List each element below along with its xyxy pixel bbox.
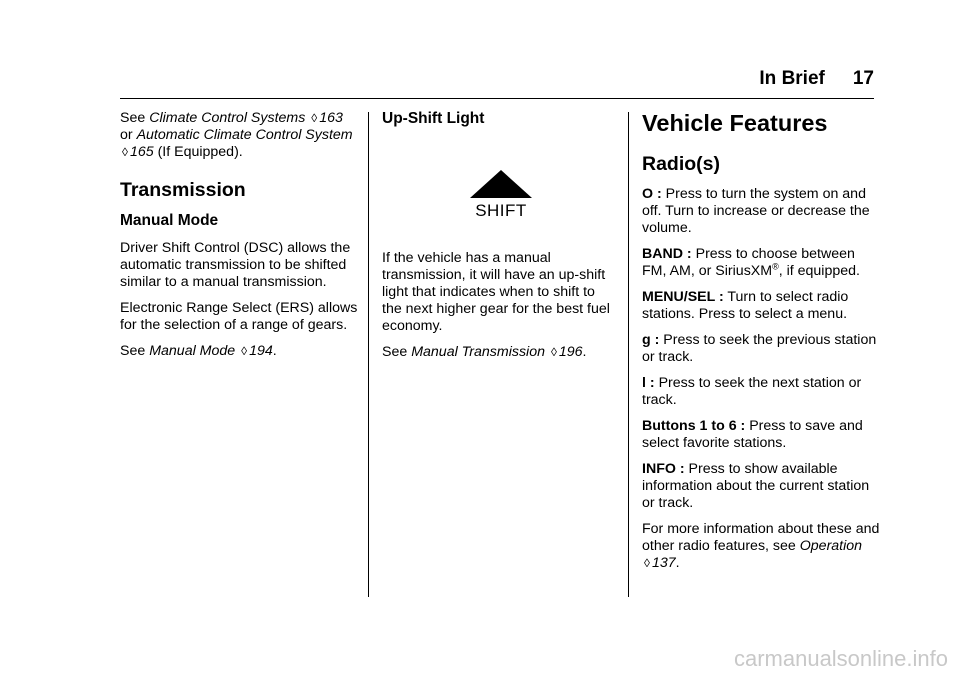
shift-icon-label: SHIFT: [475, 201, 527, 220]
power-knob-icon: O :: [642, 186, 662, 202]
heading-vehicle-features: Vehicle Features: [642, 110, 828, 136]
column-3: [642, 110, 880, 581]
climate-reference: See Climate Control Systems ◊ 163 or Automatic Climate Control System ◊ 165 (If Equipped).: [120, 110, 353, 160]
heading-upshift-light: Up-Shift Light: [382, 110, 485, 127]
column-divider-2: [628, 112, 629, 597]
paragraph-dsc: Driver Shift Control (DSC) allows the automatic transmission to be shifted similar to a manual transmission.: [120, 240, 351, 290]
link-automatic-climate-control[interactable]: Automatic Climate Control System: [136, 127, 353, 143]
watermark: carmanualsonline.info: [733, 646, 948, 671]
radio-more-info: For more information about these and other radio features, see Operation ◊ 137.: [642, 521, 880, 571]
radio-item-band: BAND : Press to choose between FM, AM, or SiriusXM®, if equipped.: [642, 246, 860, 279]
manual-mode-reference: See Manual Mode ◊ 194.: [120, 343, 277, 359]
section-title: In Brief: [759, 68, 825, 89]
page-ref-icon: ◊: [311, 111, 318, 125]
paragraph-ers: Electronic Range Select (ERS) allows for the selection of a range of gears.: [120, 300, 358, 333]
column-1: [120, 110, 358, 369]
link-manual-mode[interactable]: Manual Mode: [149, 343, 236, 359]
radio-item-info: INFO : Press to show available information about the current station or track.: [642, 461, 870, 511]
link-manual-transmission[interactable]: Manual Transmission: [411, 344, 545, 360]
paragraph-upshift: If the vehicle has a manual transmission, it will have an up-shift light that indicates when to shift to the next higher gear for the best fuel economy.: [382, 250, 610, 334]
heading-radios: Radio(s): [642, 153, 720, 175]
link-climate-control-systems[interactable]: Climate Control Systems: [149, 110, 306, 126]
heading-manual-mode: Manual Mode: [120, 212, 219, 229]
page-ref-icon: ◊: [644, 556, 650, 570]
radio-item-seek-next: l : Press to seek the next station or track.: [642, 375, 862, 408]
column-2: [382, 110, 616, 370]
page-header: [120, 68, 874, 90]
header-rule: [120, 98, 874, 99]
seek-previous-icon: g :: [642, 332, 660, 348]
link-operation[interactable]: Operation: [799, 538, 863, 554]
radio-item-seek-previous: g : Press to seek the previous station or track.: [642, 332, 877, 365]
heading-transmission: Transmission: [120, 179, 246, 201]
seek-next-icon: l :: [642, 375, 655, 391]
page-number: 17: [852, 68, 874, 89]
manual-transmission-reference: See Manual Transmission ◊ 196.: [382, 344, 587, 360]
radio-item-presets: Buttons 1 to 6 : Press to save and select favorite stations.: [642, 418, 863, 451]
page-ref-icon: ◊: [122, 145, 128, 159]
radio-item-menu-sel: MENU/SEL : Turn to select radio stations. Press to select a menu.: [642, 289, 849, 322]
radio-item-power: O : Press to turn the system on and off. Turn to increase or decrease the volume.: [642, 186, 870, 236]
column-divider-1: [368, 112, 369, 597]
page-ref-icon: ◊: [241, 344, 248, 358]
page-ref-icon: ◊: [550, 345, 557, 359]
up-triangle-icon: [470, 170, 532, 198]
upshift-light-icon: [470, 170, 532, 220]
